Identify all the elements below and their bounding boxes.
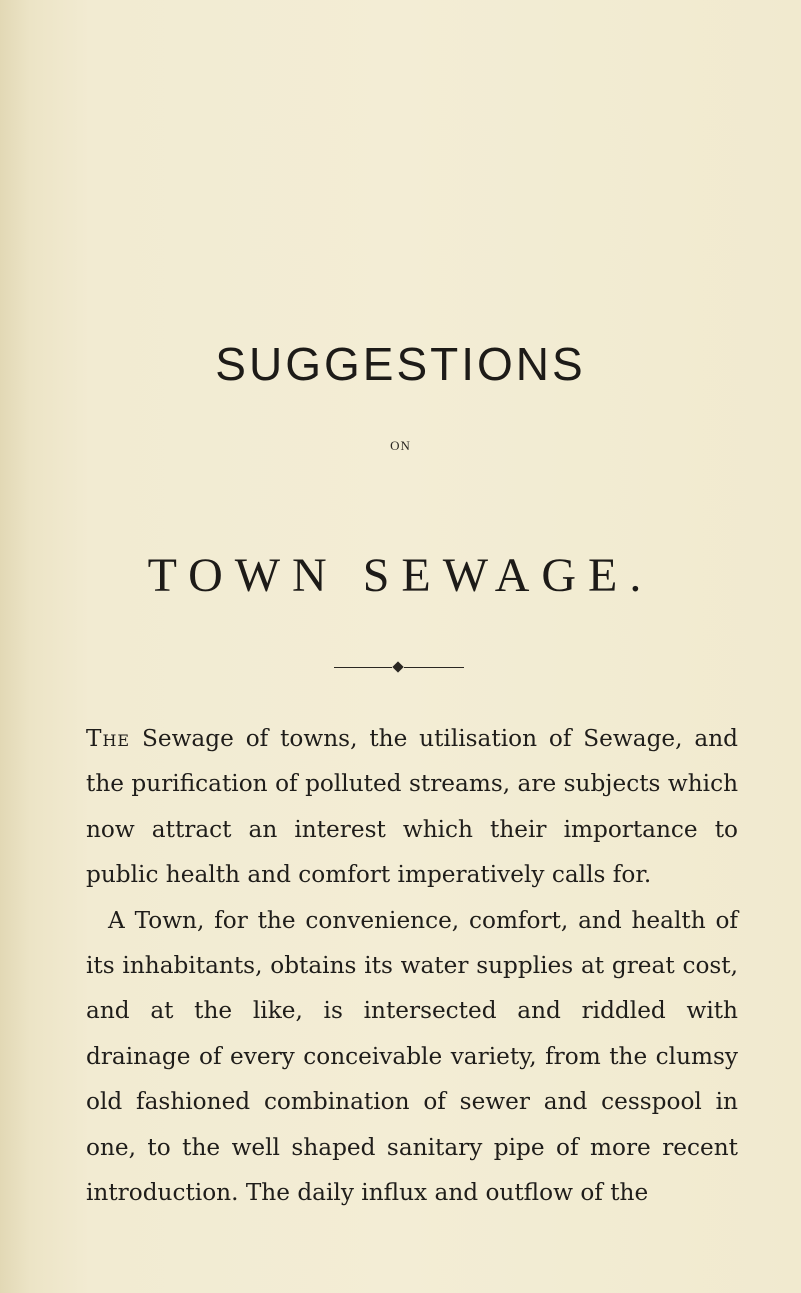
body-text <box>86 716 738 1215</box>
paragraph-2: A Town, for the convenience, comfort, and health of its inhabitants, obtains its water supplies at great cost, and at the like, is intersected and riddled with drainage of every conceivable variety, from the clumsy old fashioned combination of sewer and cesspool in one, to the well shaped sanitary pipe of more recent introduction. The daily influx and outflow of the <box>86 906 738 1207</box>
page-title: SUGGESTIONS <box>215 338 586 390</box>
title-connector: ON <box>390 438 411 453</box>
page-subtitle: TOWN SEWAGE. <box>147 549 654 602</box>
divider-rule-right <box>404 667 464 668</box>
paragraph-lead-word: The <box>86 725 131 752</box>
paragraph-1 <box>86 716 738 898</box>
ornamental-divider <box>334 662 464 674</box>
divider-rule-left <box>334 667 392 668</box>
diamond-icon <box>392 661 403 672</box>
paragraph-1-text: Sewage of towns, the utilisation of Sewage, and the purification of polluted streams, are subjects which now attract an interest which their importance to public health and comfort imperatively calls for. <box>86 725 738 889</box>
